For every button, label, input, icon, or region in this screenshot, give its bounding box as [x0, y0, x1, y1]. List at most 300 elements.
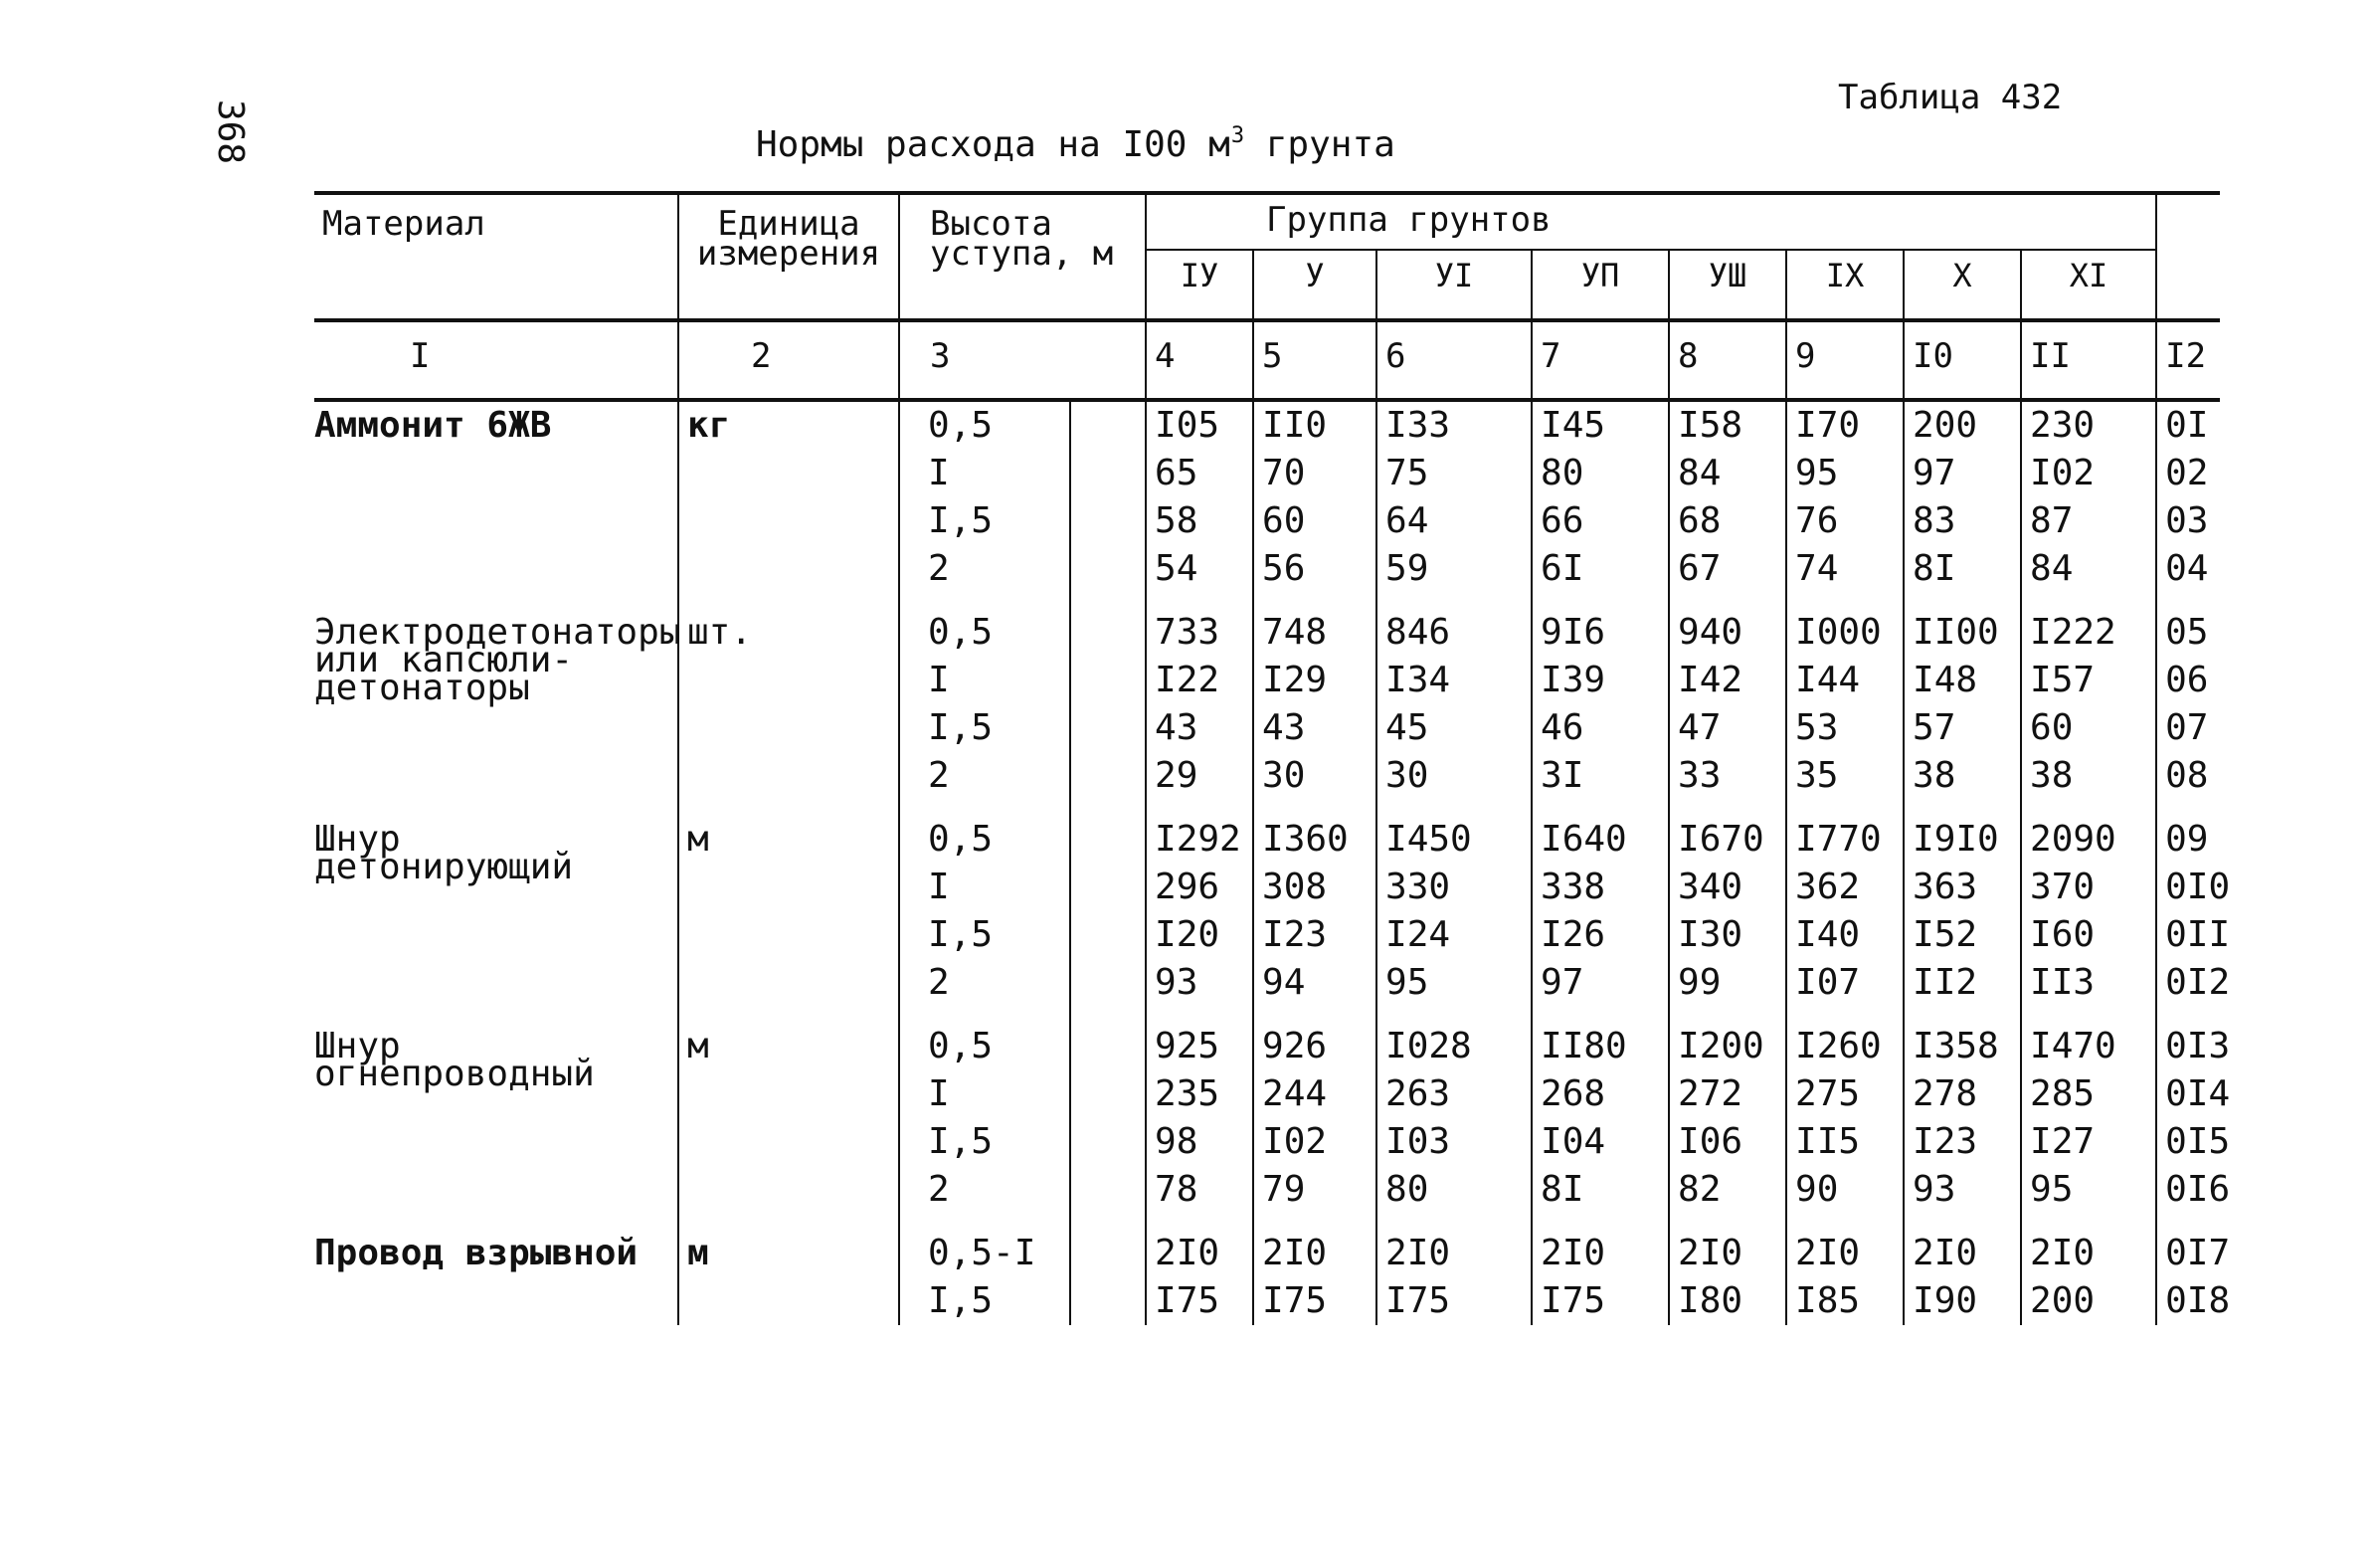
sub-column-cell — [1070, 816, 1146, 864]
value-cell: 2I0 — [1253, 1230, 1376, 1277]
value-cell: 76 — [1786, 497, 1904, 545]
gap-cell — [1669, 800, 1786, 816]
material-name: Электродетонаторы или капсюли-детонаторы — [314, 612, 681, 708]
row-code-cell: 0I0 — [2156, 864, 2220, 911]
table-title-suffix: грунта — [1244, 124, 1395, 165]
height-cell: I — [899, 1070, 1070, 1118]
value-cell: I470 — [2021, 1023, 2156, 1070]
value-cell: 748 — [1253, 609, 1376, 657]
gap-cell — [678, 800, 899, 816]
value-cell: 2I0 — [1904, 1230, 2021, 1277]
value-cell: I02 — [2021, 450, 2156, 497]
value-cell: I75 — [1146, 1277, 1253, 1325]
header-unit: Единица измерения — [678, 193, 899, 320]
row-code-cell: 0I — [2156, 400, 2220, 450]
gap-cell — [314, 800, 678, 816]
sub-column-cell — [1070, 1230, 1146, 1277]
gap-cell — [899, 593, 1070, 609]
column-number-5: 5 — [1253, 320, 1376, 400]
sub-column-cell — [1070, 959, 1146, 1007]
gap-cell — [1070, 1214, 1146, 1230]
value-cell: 59 — [1376, 545, 1532, 593]
value-cell: 33 — [1669, 752, 1786, 800]
value-cell: 93 — [1146, 959, 1253, 1007]
value-cell: II2 — [1904, 959, 2021, 1007]
height-cell: 0,5 — [899, 609, 1070, 657]
height-cell: 0,5-I — [899, 1230, 1070, 1277]
row-code-cell: 02 — [2156, 450, 2220, 497]
column-number-7: 7 — [1532, 320, 1669, 400]
gap-cell — [2156, 800, 2220, 816]
value-cell: 56 — [1253, 545, 1376, 593]
value-cell: 940 — [1669, 609, 1786, 657]
column-number-4: 4 — [1146, 320, 1253, 400]
value-cell: 65 — [1146, 450, 1253, 497]
header-group-2: У — [1253, 250, 1376, 320]
value-cell: 278 — [1904, 1070, 2021, 1118]
gap-cell — [314, 593, 678, 609]
value-cell: 84 — [1669, 450, 1786, 497]
sub-column-cell — [1070, 657, 1146, 704]
table-title-text: Нормы расхода на I00 м — [756, 124, 1230, 165]
row-code-cell: 08 — [2156, 752, 2220, 800]
value-cell: I06 — [1669, 1118, 1786, 1166]
gap-cell — [1532, 800, 1669, 816]
table-row — [314, 816, 2220, 864]
gap-cell — [314, 1007, 678, 1023]
value-cell: 733 — [1146, 609, 1253, 657]
value-cell: 95 — [1376, 959, 1532, 1007]
column-number-2: 2 — [678, 320, 899, 400]
value-cell: 268 — [1532, 1070, 1669, 1118]
gap-cell — [678, 593, 899, 609]
value-cell: I24 — [1376, 911, 1532, 959]
value-cell: 362 — [1786, 864, 1904, 911]
value-cell: I03 — [1376, 1118, 1532, 1166]
height-cell: 0,5 — [899, 1023, 1070, 1070]
unit-cell: шт. — [678, 609, 899, 800]
value-cell: II00 — [1904, 609, 2021, 657]
row-code-cell: 0I3 — [2156, 1023, 2220, 1070]
material-name: Аммонит 6ЖВ — [314, 405, 552, 446]
value-cell: I292 — [1146, 816, 1253, 864]
value-cell: I000 — [1786, 609, 1904, 657]
value-cell: I04 — [1532, 1118, 1669, 1166]
gap-cell — [1253, 1214, 1376, 1230]
value-cell: 43 — [1146, 704, 1253, 752]
value-cell: 97 — [1532, 959, 1669, 1007]
value-cell: 2I0 — [1786, 1230, 1904, 1277]
header-group-4: УП — [1532, 250, 1669, 320]
header-soil-group: Группа грунтов — [1146, 193, 2156, 250]
value-cell: I770 — [1786, 816, 1904, 864]
value-cell: 296 — [1146, 864, 1253, 911]
unit-cell: кг — [678, 400, 899, 593]
gap-cell — [1669, 1214, 1786, 1230]
gap-cell — [1253, 593, 1376, 609]
header-height: Высота уступа, м — [899, 193, 1146, 320]
value-cell: 846 — [1376, 609, 1532, 657]
value-cell: 275 — [1786, 1070, 1904, 1118]
material-name: Провод взрывной — [314, 1233, 639, 1273]
value-cell: 285 — [2021, 1070, 2156, 1118]
value-cell: 43 — [1253, 704, 1376, 752]
gap-cell — [2021, 593, 2156, 609]
value-cell: 60 — [2021, 704, 2156, 752]
row-code-cell: 0I6 — [2156, 1166, 2220, 1214]
gap-cell — [1786, 800, 1904, 816]
column-number-8: 8 — [1669, 320, 1786, 400]
group-gap — [314, 1007, 2220, 1023]
value-cell: I30 — [1669, 911, 1786, 959]
value-cell: 82 — [1669, 1166, 1786, 1214]
gap-cell — [314, 1214, 678, 1230]
value-cell: I028 — [1376, 1023, 1532, 1070]
norms-table — [314, 191, 2231, 1325]
header-group-5: УШ — [1669, 250, 1786, 320]
value-cell: 57 — [1904, 704, 2021, 752]
value-cell: 2I0 — [2021, 1230, 2156, 1277]
height-cell: I — [899, 657, 1070, 704]
header-group-1: IУ — [1146, 250, 1253, 320]
row-code-cell: 0I2 — [2156, 959, 2220, 1007]
value-cell: 70 — [1253, 450, 1376, 497]
value-cell: I75 — [1376, 1277, 1532, 1325]
sub-column-cell — [1070, 545, 1146, 593]
value-cell: 60 — [1253, 497, 1376, 545]
column-number-1: I — [314, 320, 678, 400]
table-row — [314, 1230, 2220, 1277]
gap-cell — [1376, 1214, 1532, 1230]
column-number-6: 6 — [1376, 320, 1532, 400]
value-cell: 95 — [1786, 450, 1904, 497]
value-cell: I450 — [1376, 816, 1532, 864]
gap-cell — [1253, 800, 1376, 816]
row-code-cell: 07 — [2156, 704, 2220, 752]
value-cell: 38 — [2021, 752, 2156, 800]
gap-cell — [1786, 1214, 1904, 1230]
value-cell: 235 — [1146, 1070, 1253, 1118]
value-cell: 80 — [1376, 1166, 1532, 1214]
value-cell: 338 — [1532, 864, 1669, 911]
row-code-cell: 09 — [2156, 816, 2220, 864]
gap-cell — [1146, 1007, 1253, 1023]
value-cell: 93 — [1904, 1166, 2021, 1214]
header-group-6: IX — [1786, 250, 1904, 320]
value-cell: I42 — [1669, 657, 1786, 704]
gap-cell — [899, 1007, 1070, 1023]
value-cell: 2I0 — [1532, 1230, 1669, 1277]
value-cell: 38 — [1904, 752, 2021, 800]
value-cell: 263 — [1376, 1070, 1532, 1118]
column-number-3: 3 — [899, 320, 1146, 400]
header-group-7: X — [1904, 250, 2021, 320]
height-cell: I — [899, 450, 1070, 497]
sub-column-cell — [1070, 497, 1146, 545]
gap-cell — [1904, 800, 2021, 816]
group-gap — [314, 593, 2220, 609]
material-name: Шнур огнепроводный — [314, 1026, 595, 1094]
value-cell: I75 — [1532, 1277, 1669, 1325]
gap-cell — [1904, 593, 2021, 609]
gap-cell — [2156, 1214, 2220, 1230]
value-cell: 8I — [1904, 545, 2021, 593]
value-cell: 272 — [1669, 1070, 1786, 1118]
group-gap — [314, 1214, 2220, 1230]
value-cell: 74 — [1786, 545, 1904, 593]
value-cell: 9I6 — [1532, 609, 1669, 657]
gap-cell — [1070, 593, 1146, 609]
gap-cell — [1376, 1007, 1532, 1023]
header-group-8: XI — [2021, 250, 2156, 320]
sub-column-cell — [1070, 400, 1146, 450]
gap-cell — [1146, 800, 1253, 816]
value-cell: 35 — [1786, 752, 1904, 800]
height-cell: 2 — [899, 545, 1070, 593]
value-cell: I70 — [1786, 400, 1904, 450]
value-cell: I640 — [1532, 816, 1669, 864]
value-cell: 925 — [1146, 1023, 1253, 1070]
gap-cell — [1532, 1007, 1669, 1023]
gap-cell — [678, 1214, 899, 1230]
value-cell: 78 — [1146, 1166, 1253, 1214]
gap-cell — [1904, 1214, 2021, 1230]
table-row — [314, 1023, 2220, 1070]
column-number-11: II — [2021, 320, 2156, 400]
sub-column-cell — [1070, 450, 1146, 497]
value-cell: 94 — [1253, 959, 1376, 1007]
sub-column-cell — [1070, 1277, 1146, 1325]
value-cell: I358 — [1904, 1023, 2021, 1070]
value-cell: 3I — [1532, 752, 1669, 800]
value-cell: 47 — [1669, 704, 1786, 752]
gap-cell — [1146, 1214, 1253, 1230]
header-material: Материал — [314, 193, 678, 320]
value-cell: I22 — [1146, 657, 1253, 704]
height-cell: I,5 — [899, 497, 1070, 545]
value-cell: 330 — [1376, 864, 1532, 911]
column-number-12: I2 — [2156, 320, 2220, 400]
value-cell: 2I0 — [1146, 1230, 1253, 1277]
sub-column-cell — [1070, 752, 1146, 800]
gap-cell — [2021, 1214, 2156, 1230]
value-cell: 99 — [1669, 959, 1786, 1007]
value-cell: 244 — [1253, 1070, 1376, 1118]
value-cell: 46 — [1532, 704, 1669, 752]
value-cell: I23 — [1904, 1118, 2021, 1166]
table-title — [756, 123, 1395, 165]
value-cell: I02 — [1253, 1118, 1376, 1166]
value-cell: I45 — [1532, 400, 1669, 450]
gap-cell — [1070, 800, 1146, 816]
table-row — [314, 400, 2220, 450]
height-cell: 0,5 — [899, 400, 1070, 450]
value-cell: 6I — [1532, 545, 1669, 593]
value-cell: 2090 — [2021, 816, 2156, 864]
value-cell: 2I0 — [1376, 1230, 1532, 1277]
gap-cell — [1376, 593, 1532, 609]
row-code-cell: 0II — [2156, 911, 2220, 959]
value-cell: I23 — [1253, 911, 1376, 959]
value-cell: I40 — [1786, 911, 1904, 959]
row-code-cell: 0I4 — [2156, 1070, 2220, 1118]
sub-column-cell — [1070, 704, 1146, 752]
table-number: Таблица 432 — [1838, 78, 2063, 117]
value-cell: 66 — [1532, 497, 1669, 545]
value-cell: 370 — [2021, 864, 2156, 911]
sub-column-cell — [1070, 1023, 1146, 1070]
value-cell: I9I0 — [1904, 816, 2021, 864]
gap-cell — [2156, 1007, 2220, 1023]
gap-cell — [1253, 1007, 1376, 1023]
value-cell: 97 — [1904, 450, 2021, 497]
value-cell: 30 — [1376, 752, 1532, 800]
value-cell: 200 — [2021, 1277, 2156, 1325]
value-cell: I07 — [1786, 959, 1904, 1007]
gap-cell — [2156, 593, 2220, 609]
gap-cell — [1669, 1007, 1786, 1023]
value-cell: 84 — [2021, 545, 2156, 593]
row-code-cell: 0I8 — [2156, 1277, 2220, 1325]
value-cell: I670 — [1669, 816, 1786, 864]
value-cell: 308 — [1253, 864, 1376, 911]
value-cell: 67 — [1669, 545, 1786, 593]
value-cell: 200 — [1904, 400, 2021, 450]
value-cell: I48 — [1904, 657, 2021, 704]
value-cell: I260 — [1786, 1023, 1904, 1070]
group-gap — [314, 800, 2220, 816]
gap-cell — [1669, 593, 1786, 609]
unit-cell: м — [678, 816, 899, 1007]
height-cell: I — [899, 864, 1070, 911]
row-code-cell: 05 — [2156, 609, 2220, 657]
height-cell: I,5 — [899, 911, 1070, 959]
value-cell: 2I0 — [1669, 1230, 1786, 1277]
value-cell: 83 — [1904, 497, 2021, 545]
gap-cell — [899, 800, 1070, 816]
row-code-cell: 03 — [2156, 497, 2220, 545]
sub-column-cell — [1070, 911, 1146, 959]
sub-column-cell — [1070, 1118, 1146, 1166]
height-cell: 2 — [899, 1166, 1070, 1214]
value-cell: 64 — [1376, 497, 1532, 545]
sub-column-cell — [1070, 1070, 1146, 1118]
gap-cell — [1532, 593, 1669, 609]
gap-cell — [678, 1007, 899, 1023]
value-cell: I80 — [1669, 1277, 1786, 1325]
gap-cell — [899, 1214, 1070, 1230]
value-cell: I200 — [1669, 1023, 1786, 1070]
gap-cell — [1146, 593, 1253, 609]
header-code-blank — [2156, 193, 2220, 320]
value-cell: II0 — [1253, 400, 1376, 450]
value-cell: I57 — [2021, 657, 2156, 704]
height-cell: I,5 — [899, 1277, 1070, 1325]
value-cell: 95 — [2021, 1166, 2156, 1214]
value-cell: I27 — [2021, 1118, 2156, 1166]
value-cell: II5 — [1786, 1118, 1904, 1166]
value-cell: 80 — [1532, 450, 1669, 497]
value-cell: I34 — [1376, 657, 1532, 704]
value-cell: I26 — [1532, 911, 1669, 959]
gap-cell — [1376, 800, 1532, 816]
row-code-cell: 0I7 — [2156, 1230, 2220, 1277]
sub-column-cell — [1070, 609, 1146, 657]
gap-cell — [2021, 800, 2156, 816]
row-code-cell: 0I5 — [2156, 1118, 2220, 1166]
value-cell: 45 — [1376, 704, 1532, 752]
sub-column-cell — [1070, 1166, 1146, 1214]
value-cell: I222 — [2021, 609, 2156, 657]
page-number: 368 — [210, 99, 251, 165]
value-cell: I90 — [1904, 1277, 2021, 1325]
value-cell: 30 — [1253, 752, 1376, 800]
value-cell: I75 — [1253, 1277, 1376, 1325]
value-cell: I20 — [1146, 911, 1253, 959]
height-cell: I,5 — [899, 1118, 1070, 1166]
column-number-10: I0 — [1904, 320, 2021, 400]
gap-cell — [1786, 593, 1904, 609]
value-cell: 926 — [1253, 1023, 1376, 1070]
value-cell: 340 — [1669, 864, 1786, 911]
value-cell: I44 — [1786, 657, 1904, 704]
height-cell: 2 — [899, 752, 1070, 800]
value-cell: 230 — [2021, 400, 2156, 450]
value-cell: I85 — [1786, 1277, 1904, 1325]
value-cell: 363 — [1904, 864, 2021, 911]
value-cell: I33 — [1376, 400, 1532, 450]
value-cell: 29 — [1146, 752, 1253, 800]
value-cell: 54 — [1146, 545, 1253, 593]
value-cell: 8I — [1532, 1166, 1669, 1214]
unit-cell: м — [678, 1023, 899, 1214]
value-cell: I39 — [1532, 657, 1669, 704]
gap-cell — [2021, 1007, 2156, 1023]
value-cell: 79 — [1253, 1166, 1376, 1214]
gap-cell — [1904, 1007, 2021, 1023]
gap-cell — [1786, 1007, 1904, 1023]
height-cell: 2 — [899, 959, 1070, 1007]
unit-cell: м — [678, 1230, 899, 1325]
value-cell: II3 — [2021, 959, 2156, 1007]
value-cell: 75 — [1376, 450, 1532, 497]
value-cell: 87 — [2021, 497, 2156, 545]
value-cell: 68 — [1669, 497, 1786, 545]
row-code-cell: 04 — [2156, 545, 2220, 593]
gap-cell — [1532, 1214, 1669, 1230]
value-cell: 98 — [1146, 1118, 1253, 1166]
value-cell: 58 — [1146, 497, 1253, 545]
value-cell: I05 — [1146, 400, 1253, 450]
column-number-9: 9 — [1786, 320, 1904, 400]
value-cell: 90 — [1786, 1166, 1904, 1214]
row-code-cell: 06 — [2156, 657, 2220, 704]
gap-cell — [1070, 1007, 1146, 1023]
height-cell: 0,5 — [899, 816, 1070, 864]
sub-column-cell — [1070, 864, 1146, 911]
table-row — [314, 609, 2220, 657]
value-cell: 53 — [1786, 704, 1904, 752]
value-cell: I60 — [2021, 911, 2156, 959]
height-cell: I,5 — [899, 704, 1070, 752]
header-group-3: УI — [1376, 250, 1532, 320]
value-cell: I52 — [1904, 911, 2021, 959]
value-cell: I29 — [1253, 657, 1376, 704]
value-cell: II80 — [1532, 1023, 1669, 1070]
material-name: Шнур детонирующий — [314, 819, 574, 887]
value-cell: I360 — [1253, 816, 1376, 864]
value-cell: I58 — [1669, 400, 1786, 450]
